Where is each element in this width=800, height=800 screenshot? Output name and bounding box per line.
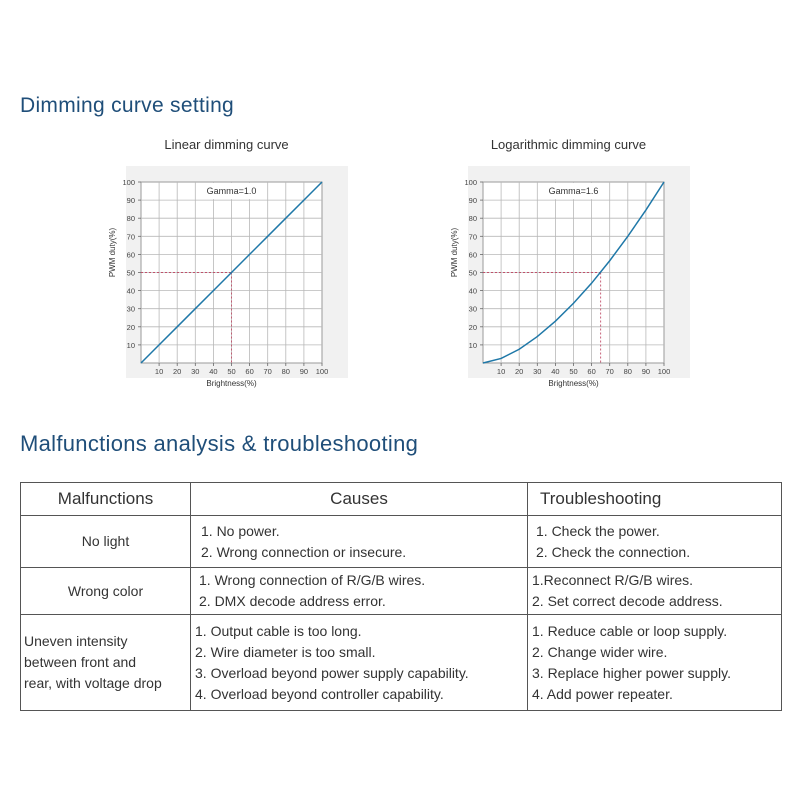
x-tick-label: 70 [263,367,272,376]
table-header-row [21,483,782,516]
cause-item: 3. Overload beyond power supply capability. [195,664,469,681]
y-tick-label: 80 [126,214,135,224]
cause-item: 4. Overload beyond controller capability. [195,685,444,702]
table-row [21,516,782,568]
causes-cell [191,615,528,711]
fix-item: 2. Set correct decode address. [532,593,723,609]
fix-item: 2. Check the connection. [536,543,691,560]
table-row [21,568,782,615]
cause-item: 2. Wire diameter is too small. [195,643,376,660]
linear-chart [108,133,348,403]
chart-title: Linear dimming curve [164,137,289,152]
chart-svg [450,133,690,403]
y-tick-label: 70 [126,232,135,242]
cause-item: 1. Wrong connection of R/G/B wires. [199,572,426,588]
y-axis-label: PWM duty(%) [108,227,117,278]
y-tick-label: 10 [126,340,135,350]
cause-item: 1. Output cable is too long. [195,622,362,639]
chart-svg [108,133,348,403]
y-tick-label: 40 [468,286,477,296]
y-tick-label: 100 [122,178,135,187]
x-tick-label: 20 [515,367,524,376]
y-tick-label: 30 [126,304,135,314]
x-axis-label: Brightness(%) [206,379,257,388]
cause-item: 2. Wrong connection or insecure. [201,543,407,560]
x-tick-label: 80 [281,367,290,376]
malfunction-line: between front and [24,654,137,670]
fixes-cell [528,516,782,568]
chart-title: Logarithmic dimming curve [490,137,647,152]
x-tick-label: 60 [245,367,254,376]
malfunction-cell: No light [21,516,191,568]
malfunction-line: rear, with voltage drop [24,675,162,691]
gamma-annotation: Gamma=1.6 [548,186,599,197]
x-tick-label: 20 [173,367,182,376]
cause-item: 1. No power. [201,522,280,539]
x-tick-label: 90 [641,367,651,376]
x-tick-label: 10 [496,367,506,376]
fix-item: 1. Reduce cable or loop supply. [532,622,728,639]
y-tick-label: 20 [126,322,135,332]
causes-cell [191,516,528,568]
x-tick-label: 80 [623,367,632,376]
x-tick-label: 30 [533,367,542,376]
malfunction-cell [21,615,191,711]
x-tick-label: 40 [551,367,560,376]
x-tick-label: 60 [587,367,596,376]
fixes-cell [528,568,782,615]
fix-item: 4. Add power repeater. [532,685,673,702]
x-tick-label: 40 [209,367,218,376]
x-tick-label: 90 [299,367,309,376]
fix-item: 1. Check the power. [536,522,660,539]
malfunctions-section-title: Malfunctions analysis & troubleshooting [20,431,419,456]
header-causes: Causes [191,483,528,516]
y-tick-label: 60 [126,250,135,260]
logarithmic-chart [450,133,690,403]
fix-item: 2. Change wider wire. [532,643,668,660]
gamma-annotation: Gamma=1.0 [206,186,257,197]
y-tick-label: 40 [126,286,135,296]
header-malfunctions: Malfunctions [21,483,191,516]
y-tick-label: 80 [468,214,477,224]
y-axis-label: PWM duty(%) [450,227,459,278]
y-tick-label: 50 [468,268,477,278]
causes-cell [191,568,528,615]
x-tick-label: 10 [154,367,164,376]
y-tick-label: 70 [468,232,477,242]
malfunctions-table [20,482,782,711]
x-tick-label: 100 [657,367,671,376]
y-tick-label: 90 [468,196,477,206]
dimming-section-title: Dimming curve setting [20,94,235,117]
x-tick-label: 30 [191,367,200,376]
y-tick-label: 100 [464,178,477,187]
x-axis-label: Brightness(%) [548,379,599,388]
malfunction-cell: Wrong color [21,568,191,615]
y-tick-label: 30 [468,304,477,314]
fix-item: 1.Reconnect R/G/B wires. [532,572,694,588]
y-tick-label: 10 [468,340,477,350]
fixes-cell [528,615,782,711]
cause-item: 2. DMX decode address error. [199,593,386,609]
x-tick-label: 100 [315,367,329,376]
x-tick-label: 70 [605,367,614,376]
header-troubleshooting: Troubleshooting [528,483,782,516]
y-tick-label: 50 [126,268,135,278]
fix-item: 3. Replace higher power supply. [532,664,731,681]
x-tick-label: 50 [569,367,578,376]
y-tick-label: 20 [468,322,477,332]
x-tick-label: 50 [227,367,236,376]
y-tick-label: 90 [126,196,135,206]
table-row [21,615,782,711]
y-tick-label: 60 [468,250,477,260]
malfunction-line: Uneven intensity [24,633,128,649]
